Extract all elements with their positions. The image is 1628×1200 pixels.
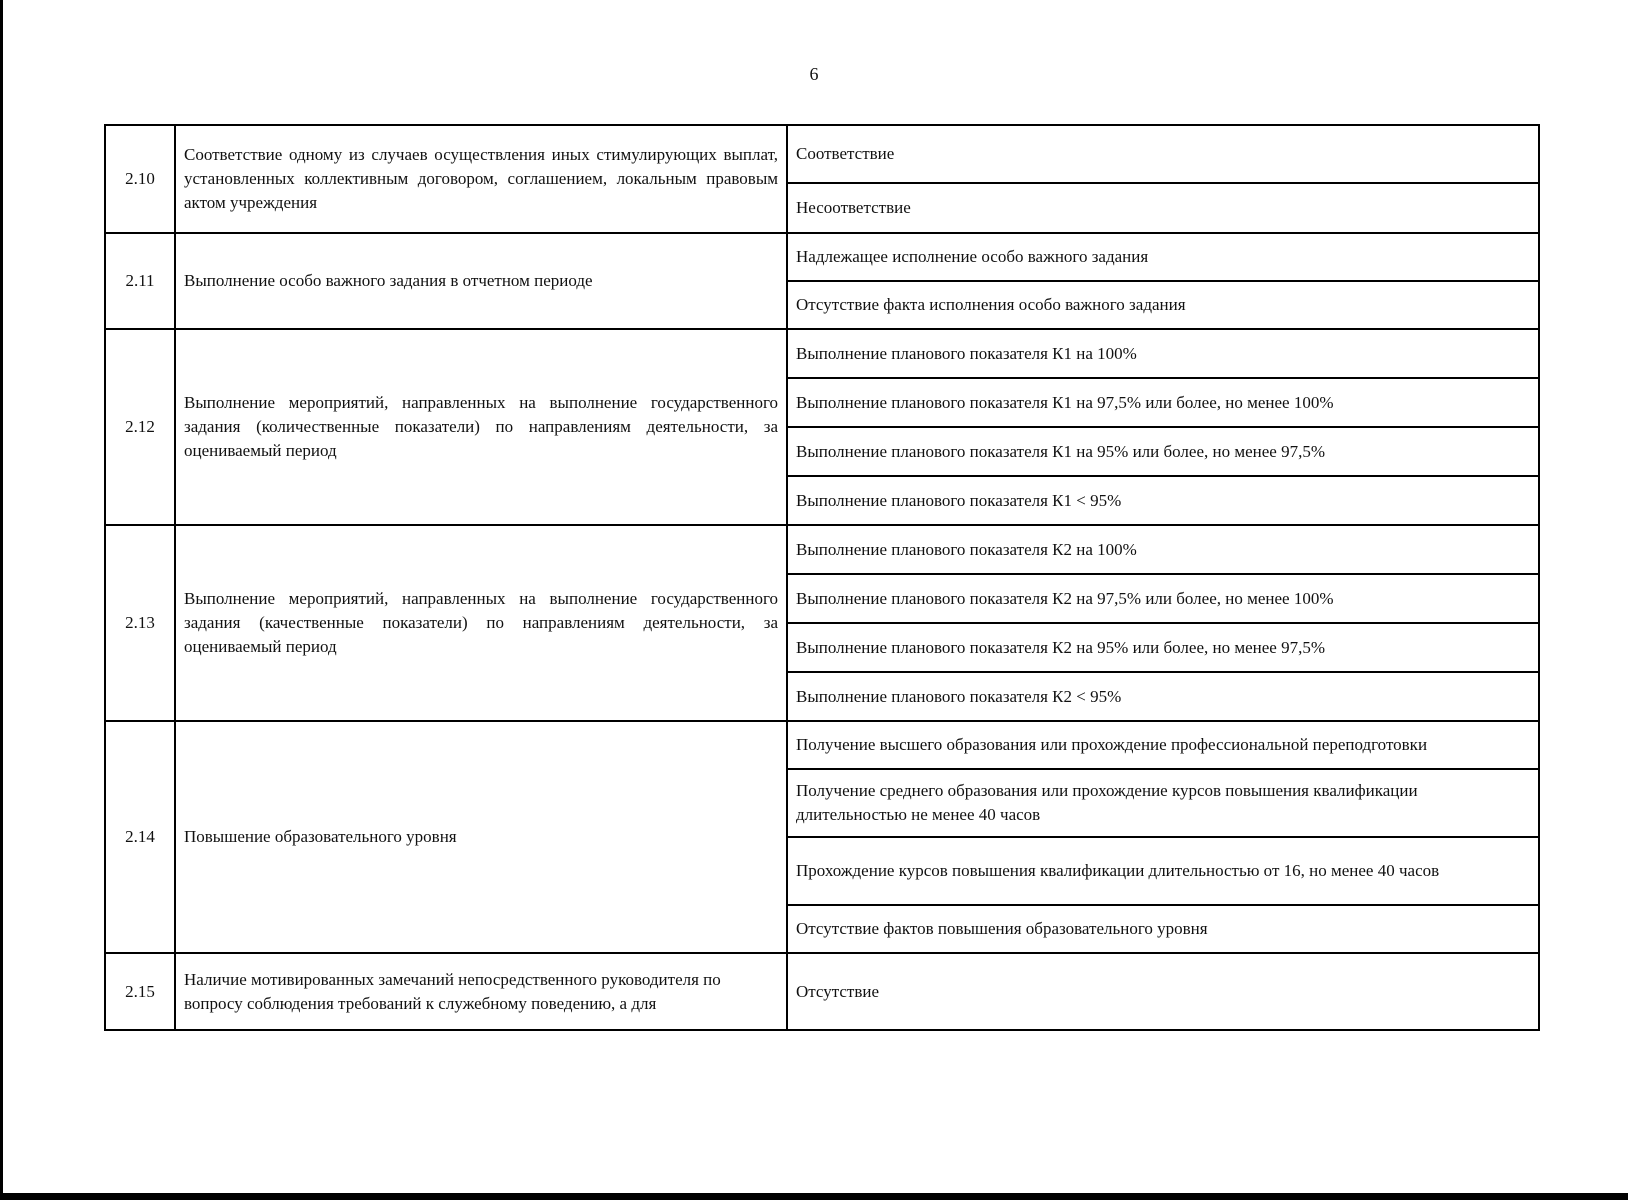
option-cell: Отсутствие факта исполнения особо важного задания bbox=[787, 281, 1539, 329]
option-cell: Выполнение планового показателя К2 на 100% bbox=[787, 525, 1539, 574]
criterion-description: Повышение образовательного уровня bbox=[175, 721, 787, 953]
table-row bbox=[105, 721, 1539, 769]
table-row bbox=[105, 525, 1539, 574]
row-number: 2.11 bbox=[105, 233, 175, 329]
row-number: 2.10 bbox=[105, 125, 175, 233]
table-row bbox=[105, 329, 1539, 378]
option-cell: Выполнение планового показателя К1 на 100% bbox=[787, 329, 1539, 378]
option-cell: Выполнение планового показателя К2 на 97,5% или более, но менее 100% bbox=[787, 574, 1539, 623]
page-number: 6 bbox=[809, 64, 819, 84]
criterion-description: Соответствие одному из случаев осуществления иных стимулирующих выплат, установленных коллективным договором, соглашением, локальным правовым актом учреждения bbox=[175, 125, 787, 233]
table-row bbox=[105, 125, 1539, 183]
option-cell: Отсутствие фактов повышения образовательного уровня bbox=[787, 905, 1539, 953]
criteria-table bbox=[104, 124, 1540, 1031]
option-cell: Выполнение планового показателя К1 на 95% или более, но менее 97,5% bbox=[787, 427, 1539, 476]
row-number: 2.13 bbox=[105, 525, 175, 721]
option-cell: Выполнение планового показателя К2 < 95% bbox=[787, 672, 1539, 721]
option-cell: Получение среднего образования или прохождение курсов повышения квалификации длительностью не менее 40 часов bbox=[787, 769, 1539, 837]
row-number: 2.15 bbox=[105, 953, 175, 1030]
option-cell: Прохождение курсов повышения квалификации длительностью от 16, но менее 40 часов bbox=[787, 837, 1539, 905]
criterion-description: Выполнение мероприятий, направленных на выполнение государственного задания (качественные показатели) по направлениям деятельности, за оцениваемый период bbox=[175, 525, 787, 721]
row-number: 2.14 bbox=[105, 721, 175, 953]
criterion-description: Выполнение особо важного задания в отчетном периоде bbox=[175, 233, 787, 329]
row-number: 2.12 bbox=[105, 329, 175, 525]
scan-left-edge bbox=[0, 0, 3, 1200]
table-row bbox=[105, 233, 1539, 281]
option-cell: Надлежащее исполнение особо важного задания bbox=[787, 233, 1539, 281]
scan-bottom-edge bbox=[0, 1193, 1628, 1200]
option-cell: Отсутствие bbox=[787, 953, 1539, 1030]
option-cell: Выполнение планового показателя К1 на 97,5% или более, но менее 100% bbox=[787, 378, 1539, 427]
criterion-description: Выполнение мероприятий, направленных на выполнение государственного задания (количественные показатели) по направлениям деятельности, за оцениваемый период bbox=[175, 329, 787, 525]
table-row bbox=[105, 953, 1539, 1030]
option-cell: Соответствие bbox=[787, 125, 1539, 183]
criterion-description: Наличие мотивированных замечаний непосредственного руководителя по вопросу соблюдения требований к служебному поведению, а для bbox=[175, 953, 787, 1030]
option-cell: Выполнение планового показателя К1 < 95% bbox=[787, 476, 1539, 525]
option-cell: Несоответствие bbox=[787, 183, 1539, 233]
option-cell: Выполнение планового показателя К2 на 95% или более, но менее 97,5% bbox=[787, 623, 1539, 672]
option-cell: Получение высшего образования или прохождение профессиональной переподготовки bbox=[787, 721, 1539, 769]
